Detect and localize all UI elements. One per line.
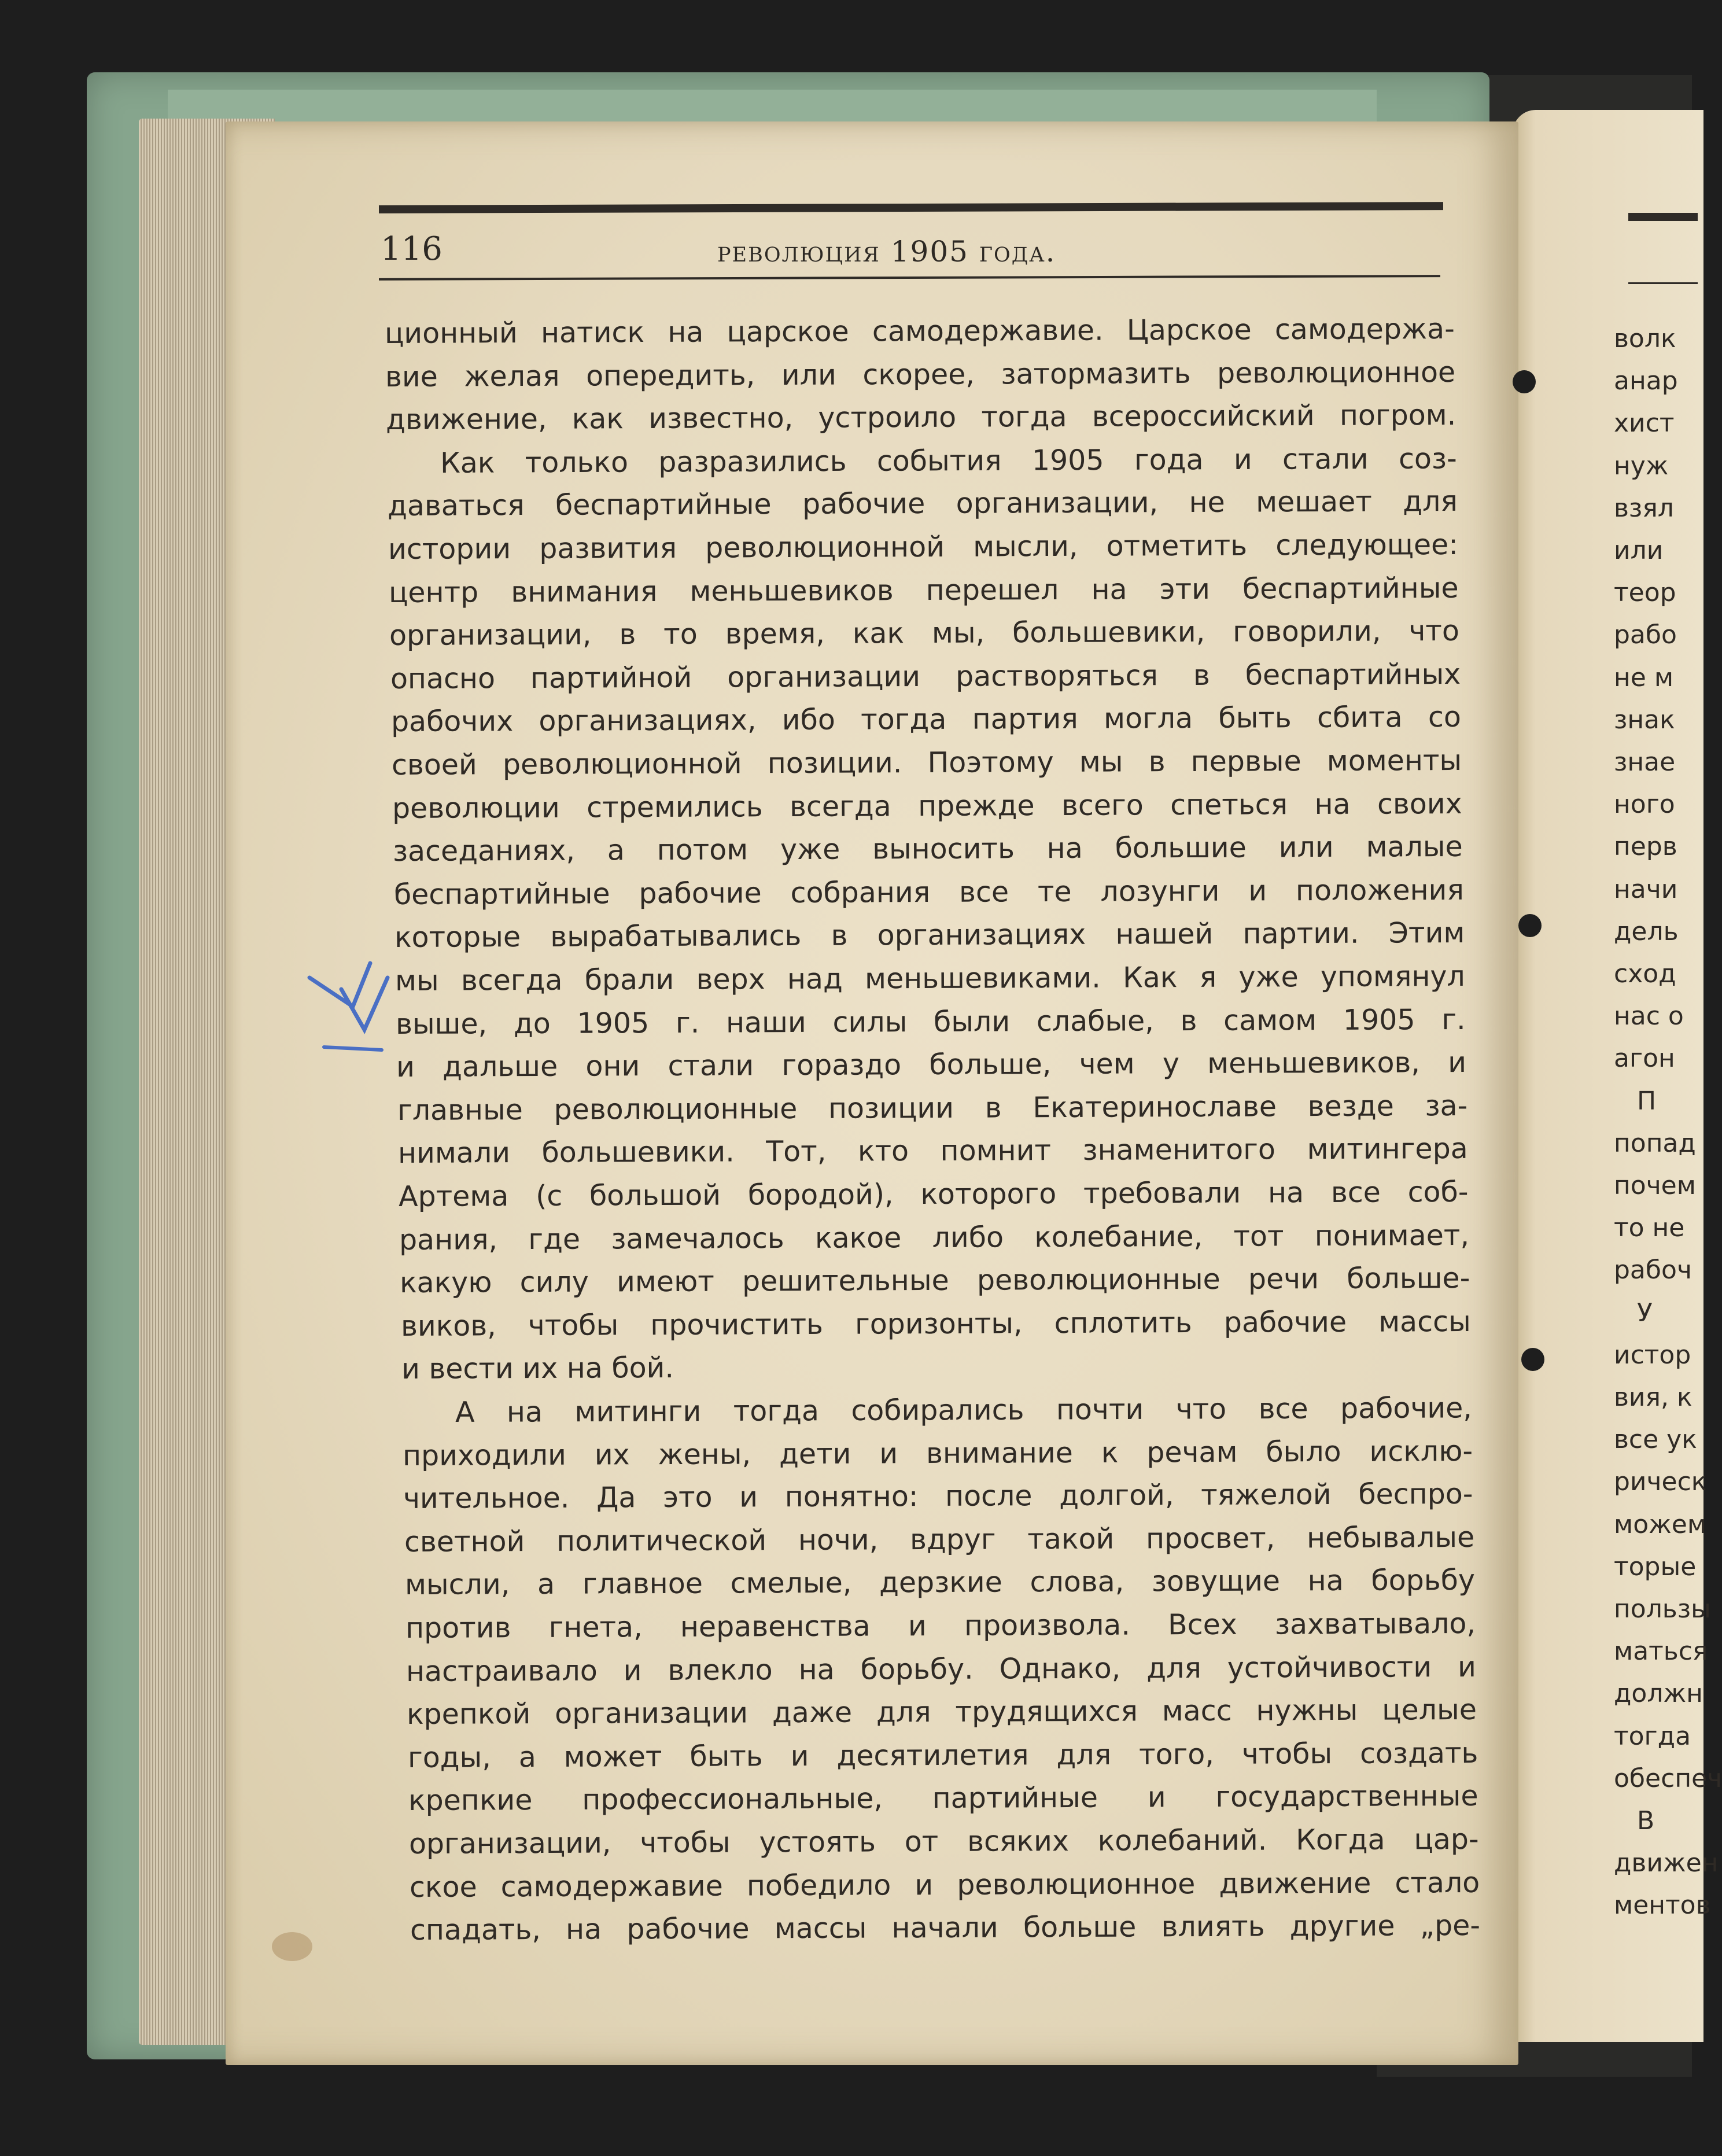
right-page-line: почем (1614, 1171, 1696, 1200)
page-stain (272, 1932, 312, 1961)
body-line: какую силу имеют решительные революционные речи больше- (400, 1262, 1470, 1300)
right-page-line: рическ (1614, 1467, 1707, 1497)
right-page-line: или (1614, 536, 1664, 565)
body-line: которые вырабатывались в организациях нашей партии. Этим (394, 916, 1465, 954)
body-line: даваться беспартийные рабочие организации, не мешает для (387, 485, 1458, 523)
right-page-line: нуж (1614, 451, 1669, 481)
right-page-line: движен (1614, 1848, 1719, 1878)
body-line: мысли, а главное смелые, дерзкие слова, зовущие на борьбу (404, 1564, 1475, 1602)
body-line: Артема (с большой бородой), которого требовали на все соб- (398, 1175, 1469, 1213)
right-page-line: рабо (1614, 620, 1677, 650)
right-page-line: В (1637, 1806, 1655, 1836)
right-page-line: взял (1614, 493, 1674, 523)
right-page-line: тогда (1614, 1721, 1691, 1751)
body-line: революции стремились всегда прежде всего спеться на своих (392, 787, 1462, 825)
right-page-line: пользы (1614, 1594, 1711, 1624)
right-page-line: ментов (1614, 1890, 1711, 1921)
page-tear (1513, 370, 1536, 393)
right-page-line: хист (1614, 408, 1675, 438)
body-line: центр внимания меньшевиков перешел на эти беспартийные (389, 571, 1459, 609)
right-page-line: попад (1614, 1128, 1696, 1158)
body-line: опасно партийной организации растворяться в беспартийных (390, 657, 1461, 695)
body-line: рания, где замечалось какое либо колебание, тот понимает, (399, 1218, 1470, 1256)
right-page-line: агон (1614, 1044, 1675, 1074)
right-page-line: можем (1614, 1509, 1707, 1539)
body-line: организации, чтобы устоять от всяких колебаний. Когда цар- (408, 1822, 1479, 1860)
right-page-line: то не (1614, 1213, 1685, 1243)
body-line: выше, до 1905 г. наши силы были слабые, в самом 1905 г. (396, 1003, 1466, 1041)
right-page-line: У (1637, 1298, 1653, 1328)
page-tear (1521, 1348, 1544, 1371)
body-line: виков, чтобы прочистить горизонты, сплотить рабочие массы (400, 1304, 1471, 1343)
body-line: организации, в то время, как мы, большевики, говорили, что (389, 614, 1460, 653)
right-page-line: нас о (1614, 1001, 1684, 1031)
body-line: своей революционной позиции. Поэтому мы в первые моменты (391, 743, 1462, 782)
body-line: движение, как известно, устроило тогда всероссийский погром. (386, 399, 1456, 437)
body-line: крепкой организации даже для трудящихся масс нужны целые (407, 1693, 1477, 1731)
right-page-line: маться (1614, 1637, 1708, 1667)
body-line: ское самодержавие победило и революционное движение стало (410, 1866, 1480, 1904)
body-line: беспартийные рабочие собрания все те лозунги и положения (393, 873, 1464, 911)
right-page-line: начи (1614, 874, 1678, 904)
right-page-line: все ук (1614, 1425, 1697, 1455)
right-header-rule-thin (1628, 282, 1698, 284)
page-tear (1518, 914, 1542, 937)
body-line: настраивало и влекло на борьбу. Однако, для устойчивости и (406, 1650, 1477, 1688)
body-line: светной политической ночи, вдруг такой просвет, небывалые (404, 1520, 1474, 1558)
right-page-line: истор (1614, 1340, 1691, 1370)
right-page-line: ного (1614, 790, 1675, 820)
running-head: революция 1905 года. (717, 235, 1056, 268)
right-page-line: волк (1614, 324, 1676, 353)
book-cover-edge (168, 90, 1377, 124)
right-page-line: обеспеч (1614, 1763, 1722, 1793)
body-line: и вести их на бой. (401, 1351, 674, 1386)
body-line: главные революционные позиции в Екатеринославе везде за- (397, 1089, 1468, 1127)
body-line: рабочих организациях, ибо тогда партия могла быть сбита со (390, 701, 1461, 739)
pencil-margin-mark (301, 954, 399, 1064)
right-page-line: знак (1614, 705, 1675, 735)
right-page-line: дель (1614, 916, 1679, 946)
body-line: нимали большевики. Тот, кто помнит знаменитого митингера (397, 1132, 1468, 1170)
body-line: годы, а может быть и десятилетия для того, чтобы создать (407, 1736, 1478, 1774)
body-line: вие желая опередить, или скорее, затормазить революционное (385, 355, 1456, 393)
right-page-line: теор (1614, 578, 1676, 608)
body-line: против гнета, неравенства и произвола. Всех захватывало, (405, 1606, 1476, 1645)
page-number: 116 (381, 230, 443, 268)
body-line: истории развития революционной мысли, отметить следующее: (388, 528, 1458, 566)
body-line: чительное. Да это и понятно: после долгой, тяжелой беспро- (403, 1477, 1473, 1516)
right-page-line: должн (1614, 1679, 1703, 1709)
body-line: спадать, на рабочие массы начали больше влиять другие „ре- (410, 1909, 1481, 1947)
right-header-rule-thick (1628, 213, 1698, 221)
body-line: мы всегда брали верх над меньшевиками. Как я уже упомянул (394, 959, 1465, 997)
body-line: заседаниях, а потом уже выносить на большие или малые (393, 830, 1463, 868)
body-line: ционный натиск на царское самодержавие. Царское самодержа- (384, 312, 1455, 350)
right-page-line: перв (1614, 832, 1677, 862)
body-line: и дальше они стали гораздо больше, чем у меньшевиков, и (396, 1046, 1467, 1084)
right-page-line: знае (1614, 747, 1676, 777)
body-line: А на митинги тогда собирались почти что все рабочие, (455, 1391, 1473, 1429)
body-line: крепкие профессиональные, партийные и государственные (408, 1779, 1478, 1818)
right-page-line: торые (1614, 1551, 1697, 1582)
right-page-line: не м (1614, 662, 1674, 692)
right-page (1513, 110, 1703, 2042)
body-line: Как только разразились события 1905 года и стали соз- (440, 442, 1457, 480)
right-page-line: анар (1614, 366, 1678, 396)
right-page-line: рабоч (1614, 1255, 1692, 1285)
right-page-line: вия, к (1614, 1383, 1692, 1412)
right-page-line: сход (1614, 959, 1676, 989)
body-line: приходили их жены, дети и внимание к речам было исклю- (403, 1434, 1473, 1472)
right-page-line: П (1637, 1086, 1657, 1116)
